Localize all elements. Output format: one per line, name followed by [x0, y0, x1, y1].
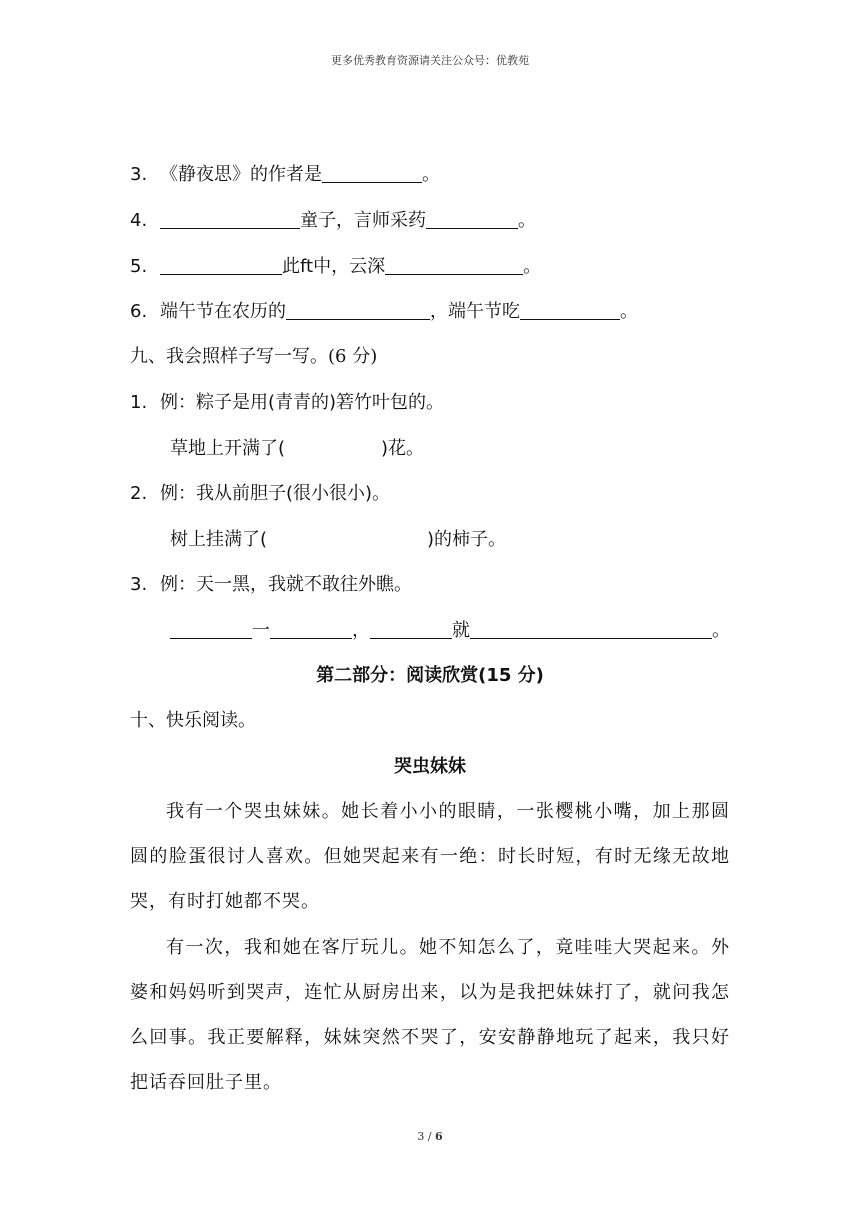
example-text: 例：我从前胆子(很小很小)。: [160, 483, 391, 504]
task-3: [170, 619, 730, 643]
task-text-end: 。: [712, 620, 730, 641]
task-text: ，: [352, 620, 370, 641]
task-text-end: )花。: [381, 438, 425, 459]
question-number: 6.: [130, 301, 148, 322]
example-text: 例：粽子是用(青青的)箬竹叶包的。: [160, 392, 445, 413]
question-number: 4.: [130, 210, 148, 231]
answer-blank[interactable]: [270, 620, 352, 639]
question-text: 童子，言师采药: [300, 210, 426, 231]
question-text: 此ft中，云深: [282, 256, 386, 277]
question-text: 《静夜思》的作者是: [160, 164, 322, 185]
example-2: [130, 482, 390, 506]
story-title: 哭虫妹妹: [394, 756, 466, 777]
question-number: 5.: [130, 256, 148, 277]
example-3: [130, 573, 412, 597]
answer-blank[interactable]: [370, 620, 452, 639]
answer-blank[interactable]: [170, 620, 252, 639]
item-number: 3.: [130, 574, 148, 595]
question-text-end: 。: [422, 164, 440, 185]
answer-blank[interactable]: [322, 164, 422, 183]
total-pages: 6: [435, 1130, 443, 1143]
question-text-end: 。: [620, 301, 638, 322]
story-paragraph-1: 我有一个哭虫妹妹。她长着小小的眼睛，一张樱桃小嘴，加上那圆圆的脸蛋很讨人喜欢。但她哭起来有一绝：时长时短，有时无缘无故地哭，有时打她都不哭。: [130, 801, 730, 912]
example-text: 例：天一黑，我就不敢往外瞧。: [160, 574, 412, 595]
task-2: [170, 528, 506, 552]
item-number: 2.: [130, 483, 148, 504]
part-2-title: 第二部分：阅读欣赏(15 分): [316, 665, 544, 686]
question-5: [130, 255, 541, 279]
question-text-end: 。: [523, 256, 542, 277]
section-10-title: 十、快乐阅读。: [130, 710, 256, 731]
example-1: [130, 391, 444, 415]
section-9-title: 九、我会照样子写一写。(6 分): [130, 346, 378, 367]
answer-blank[interactable]: [286, 301, 430, 320]
answer-blank[interactable]: [160, 256, 282, 275]
task-text: 草地上开满了(: [170, 438, 286, 459]
question-text-end: 。: [518, 210, 536, 231]
task-text: 一: [252, 620, 270, 641]
question-4: [130, 209, 536, 233]
answer-blank[interactable]: [520, 301, 620, 320]
question-text: 端午节在农历的: [160, 301, 286, 322]
question-6: [130, 300, 638, 324]
question-3: [130, 163, 440, 187]
page-separator: /: [424, 1130, 436, 1143]
task-text-end: )的柿子。: [427, 529, 507, 550]
task-1: [170, 437, 424, 461]
task-text: 树上挂满了(: [170, 529, 268, 550]
story-paragraph-2: 有一次，我和她在客厅玩儿。她不知怎么了，竟哇哇大哭起来。外婆和妈妈听到哭声，连忙从厨房出来，以为是我把妹妹打了，就问我怎么回事。我正要解释，妹妹突然不哭了，安安静静地玩了起来，我只好把话吞回肚子里。: [130, 937, 730, 1093]
question-text: ，端午节吃: [430, 301, 520, 322]
answer-blank[interactable]: [426, 210, 518, 229]
task-text: 就: [452, 620, 470, 641]
item-number: 1.: [130, 392, 148, 413]
page-number: [0, 1130, 860, 1143]
answer-blank[interactable]: [385, 256, 523, 275]
page-header: 更多优秀教育资源请关注公众号：优教苑: [331, 54, 529, 67]
question-number: 3.: [130, 164, 148, 185]
current-page: 3: [417, 1130, 425, 1143]
answer-blank[interactable]: [470, 620, 712, 639]
answer-blank[interactable]: [160, 210, 300, 229]
